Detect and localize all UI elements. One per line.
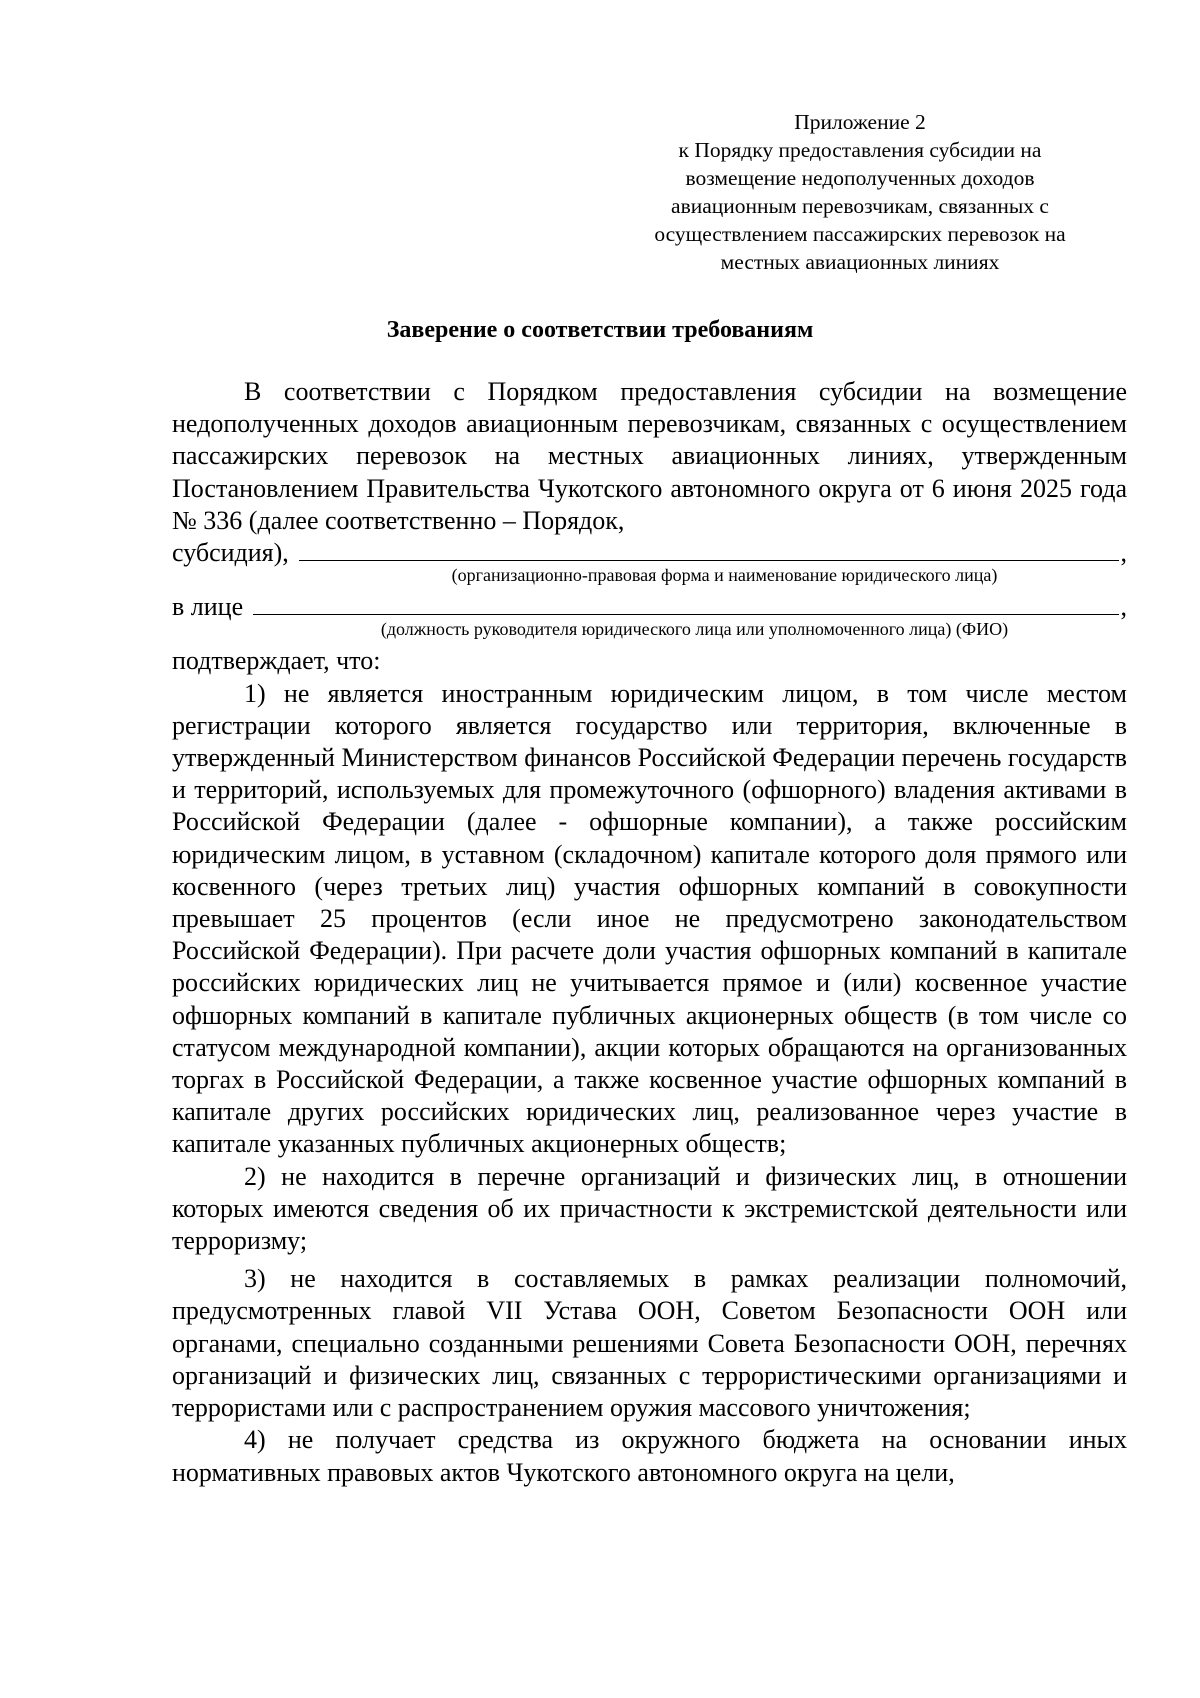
representative-field-prefix: в лице	[172, 592, 244, 622]
organization-field-prefix: субсидия),	[172, 538, 289, 568]
representative-field-caption: (должность руководителя юридического лица или уполномоченного лица) (ФИО)	[380, 619, 1009, 640]
representative-field-suffix: ,	[1120, 592, 1127, 622]
organization-field-caption: (организационно-правовая форма и наименование юридического лица)	[451, 565, 998, 586]
requirement-item-4: 4) не получает средства из окружного бюджета на основании иных нормативных правовых актов Чукотского автономного округа на цели,	[172, 1425, 1127, 1487]
annex-line: Приложение 2	[794, 110, 926, 134]
document-body	[172, 376, 1127, 1489]
annex-line: авиационным перевозчикам, связанных с	[671, 194, 1049, 218]
annex-header	[615, 108, 1105, 276]
annex-line: к Порядку предоставления субсидии на	[678, 138, 1042, 162]
requirement-item-2: 2) не находится в перечне организаций и физических лиц, в отношении которых имеются сведения об их причастности к экстремистской деятельности или терроризму;	[172, 1161, 1127, 1256]
intro-paragraph: В соответствии с Порядком предоставления субсидии на возмещение недополученных доходов авиационным перевозчикам, связанных с осуществлением пассажирских перевозок на местных авиационных линиях, утвержденным Постановлением Правительства Чукотского автономного округа от 6 июня 2025 года № 336 (далее соответственно – Порядок,	[172, 377, 1127, 535]
document-title: Заверение о соответствии требованиям	[386, 317, 814, 343]
organization-field-suffix: ,	[1120, 538, 1127, 568]
requirement-item-3: 3) не находится в составляемых в рамках реализации полномочий, предусмотренных главой VII Устава ООН, Советом Безопасности ООН или органами, специально созданными решениями Совета Безопасности ООН, перечнях организаций и физических лиц, связанных с террористическими организациями и террористами или с распространением оружия массового уничтожения;	[172, 1264, 1127, 1423]
requirement-item-1: 1) не является иностранным юридическим лицом, в том числе местом регистрации которого является государство или территория, включенные в утвержденный Министерством финансов Российской Федерации перечень государств и территорий, используемых для промежуточного (офшорного) владения активами в Российской Федерации (далее - офшорные компании), а также российским юридическим лицом, в уставном (складочном) капитале которого доля прямого или косвенного (через третьих лиц) участия офшорных компаний в совокупности превышает 25 процентов (если иное не предусмотрено законодательством Российской Федерации). При расчете доли участия офшорных компаний в капитале российских юридических лиц не учитывается прямое и (или) косвенное участие офшорных компаний в капитале публичных акционерных обществ (в том числе со статусом международной компании), акции которых обращаются на организованных торгах в Российской Федерации, а также косвенное участие офшорных компаний в капитале других российских юридических лиц, реализованное через участие в капитале указанных публичных акционерных обществ;	[172, 678, 1128, 1159]
annex-line: осуществлением пассажирских перевозок на	[654, 222, 1066, 246]
organization-name-blank[interactable]	[299, 538, 1119, 561]
annex-line: местных авиационных линиях	[720, 250, 1000, 274]
annex-line: возмещение недополученных доходов	[685, 166, 1035, 190]
confirms-line: подтверждает, что:	[172, 646, 381, 676]
representative-name-blank[interactable]	[253, 592, 1118, 615]
